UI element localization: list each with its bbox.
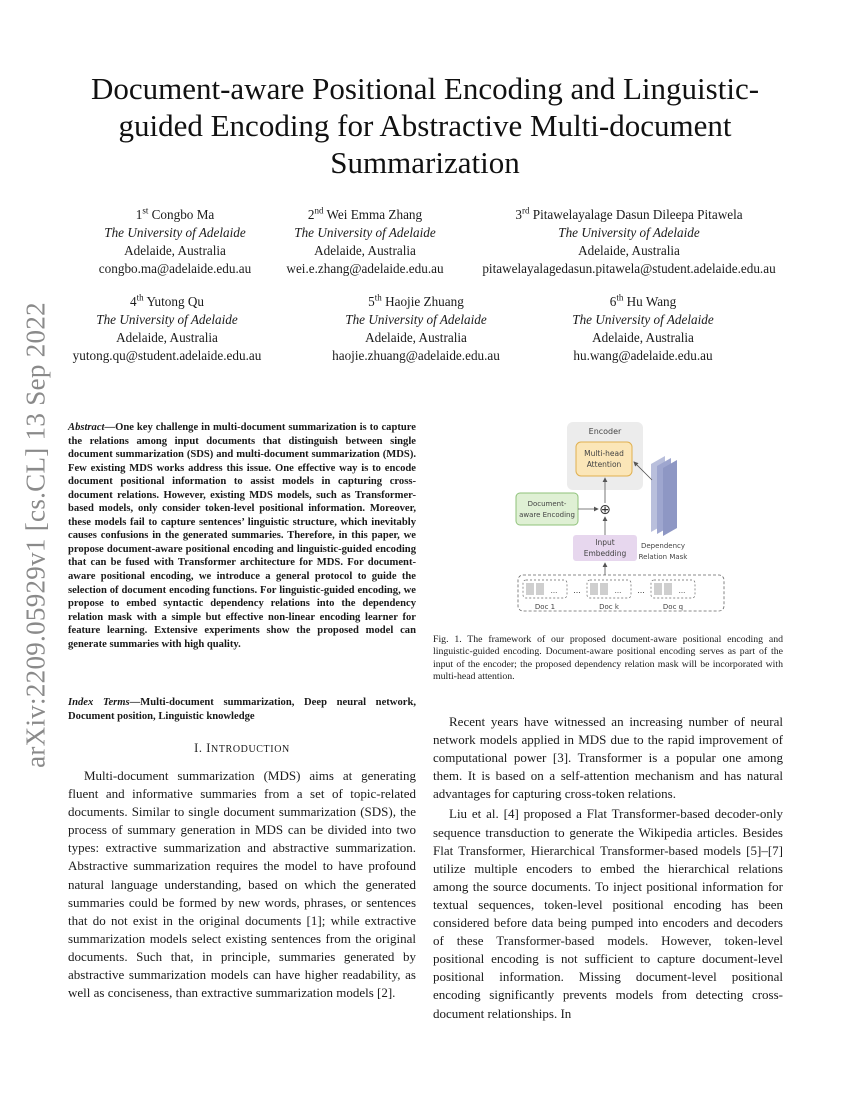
encoder-label: Encoder <box>588 427 622 436</box>
author-card <box>332 293 500 365</box>
arxiv-identifier: arXiv:2209.05929v1 [cs.CL] 13 Sep 2022 <box>20 302 51 768</box>
author-location: Adelaide, Australia <box>578 243 680 258</box>
doc-label: Doc k <box>599 603 619 611</box>
dependency-label-1: Dependency <box>640 542 686 550</box>
token-cell <box>600 583 608 595</box>
token-cell <box>590 583 598 595</box>
section-heading: I. INTRODUCTION <box>194 741 290 755</box>
abstract <box>68 421 416 651</box>
author-name: 2nd Wei Emma Zhang <box>307 205 423 222</box>
author-email[interactable]: yutong.qu@student.adelaide.edu.au <box>72 348 262 363</box>
author-affiliation: The University of Adelaide <box>294 225 436 240</box>
author-location: Adelaide, Australia <box>365 330 467 345</box>
token-cell <box>526 583 534 595</box>
author-name: 3rd Pitawelayalage Dasun Dileepa Pitawela <box>515 205 743 222</box>
author-email[interactable]: haojie.zhuang@adelaide.edu.au <box>332 348 500 363</box>
ellipsis: ... <box>614 587 622 595</box>
doc-label: Doc 1 <box>534 603 556 611</box>
ellipsis: ... <box>678 587 686 595</box>
index-terms <box>68 696 416 723</box>
intro-left-column <box>68 767 416 1002</box>
input-embedding-label-2: Embedding <box>583 549 627 558</box>
plus-node: ⊕ <box>599 502 611 518</box>
author-card <box>286 206 443 278</box>
abstract-label: Abstract <box>68 422 105 433</box>
author-location: Adelaide, Australia <box>314 243 416 258</box>
token-cell <box>654 583 662 595</box>
author-location: Adelaide, Australia <box>124 243 226 258</box>
author-card <box>73 293 262 365</box>
author-card <box>572 293 714 365</box>
doc-encoding-label-2: aware Encoding <box>519 511 575 519</box>
attention-block <box>576 442 632 476</box>
index-terms-text: —Multi-document summarization, Deep neural network, Document position, Linguistic knowledge <box>68 697 416 722</box>
mask-plane <box>663 460 677 536</box>
author-email[interactable]: wei.e.zhang@adelaide.edu.au <box>286 261 444 276</box>
author-email[interactable]: congbo.ma@adelaide.edu.au <box>98 261 252 276</box>
author-affiliation: The University of Adelaide <box>104 225 246 240</box>
author-affiliation: The University of Adelaide <box>572 312 714 327</box>
abstract-text: —One key challenge in multi-document summarization is to capture the relations among input documents that distinguish between single document summarization (SDS) and multi-document summarization (MDS). Few existing MDS works address this issue. One effective way is to encode document positional information to assist models in capturing cross-document relations. However, existing MDS models, such as Transformer-based models, only consider token-level positional information. Moreover, these models fail to capture sentences’ linguistic structure, which inevitably causes confusions in the generated summaries. Therefore, in this paper, we propose document-aware positional encoding and linguistic-guided encoding that can be fused with Transformer architecture for MDS. For document-aware positional encoding, we introduce a general protocol to guide the selection of document encoding functions. For linguistic-guided encoding, we propose to embed syntactic dependency relations into the dependency relation mask with a simple but effective non-linear encoding learner for feature learning. Extensive experiments show the proposed model can generate summaries with high quality. <box>68 422 416 650</box>
author-affiliation: The University of Adelaide <box>96 312 238 327</box>
token-cell <box>536 583 544 595</box>
author-email[interactable]: pitawelayalagedasun.pitawela@student.adelaide.edu.au <box>482 261 776 276</box>
dependency-label-2: Relation Mask <box>638 553 688 561</box>
author-name: 1st Congbo Ma <box>135 205 215 222</box>
author-location: Adelaide, Australia <box>592 330 694 345</box>
author-affiliation: The University of Adelaide <box>345 312 487 327</box>
doc-label: Doc q <box>662 603 684 611</box>
author-email[interactable]: hu.wang@adelaide.edu.au <box>573 348 713 363</box>
author-card <box>99 206 251 278</box>
author-location: Adelaide, Australia <box>116 330 218 345</box>
author-name: 4th Yutong Qu <box>130 292 204 309</box>
figure-framework <box>505 420 725 622</box>
paper-title: Document-aware Positional Encoding and Linguistic-guided Encoding for Abstractive Multi-document Summarization <box>90 71 760 180</box>
ellipsis: ... <box>637 586 645 595</box>
paragraph: Liu et al. [4] proposed a Flat Transformer-based decoder-only sequence transduction to generate the Wikipedia articles. Besides Flat Transformer, Hierarchical Transformer-based models [5]–[7] utilize multiple encoders to embed the hierarchical relations among the source documents. To inject positional information for textual sequences, token-level positional encoding has been considered before data being pumped into encoders and decoders of these Transformer-based models. However, token-level positional encoding is not sufficient to capture document-level positional information. Missing document-level positional encoding significantly prevents models from detecting cross-document relationships. In <box>433 806 783 1021</box>
author-affiliation: The University of Adelaide <box>558 225 700 240</box>
author-name: 5th Haojie Zhuang <box>368 292 464 309</box>
paragraph: Multi-document summarization (MDS) aims at generating fluent and informative summaries from a set of topic-related documents. Similar to single document summarization (SDS), the process of summary generation in MDS can be divided into two types: extractive summarization and abstractive summarization. Abstractive summarization requires the model to have profound natural language understanding, based on which the generated summaries could be formed by new words, phrases, or sentences that do not exist in the original documents [1]; while extractive summarization models select existing sentences from the original documents. Such that, in principle, summaries generated by abstractive summarization models can have higher readability, as well as conciseness, than extractive summarization models [2]. <box>68 768 416 1001</box>
figure-caption: Fig. 1. The framework of our proposed document-aware positional encoding and linguistic-guided encoding. Document-aware positional encoding serves as part of the input of the encoder; the proposed dependency relation mask will be incorporated with multi-head attention. <box>433 634 783 682</box>
input-embedding-label-1: Input <box>595 538 615 547</box>
ellipsis: ... <box>550 587 558 595</box>
author-card <box>482 206 775 278</box>
doc-encoding-label-1: Document- <box>527 500 567 508</box>
intro-right-column <box>433 713 783 1023</box>
attention-label-1: Multi-head <box>584 449 624 458</box>
index-terms-label: Index Terms <box>68 697 130 708</box>
ellipsis: ... <box>573 586 581 595</box>
author-name: 6th Hu Wang <box>609 292 677 309</box>
framework-diagram <box>505 420 725 622</box>
token-cell <box>664 583 672 595</box>
doc-encoding-block <box>516 493 578 525</box>
paragraph: Recent years have witnessed an increasing number of neural network models applied in MDS due to the rapid improvement of computational power [3]. Transformer is a popular one among them. It is based on a self-attention mechanism and has natural advantages for capturing cross-token relations. <box>433 714 783 802</box>
attention-label-2: Attention <box>586 460 622 469</box>
